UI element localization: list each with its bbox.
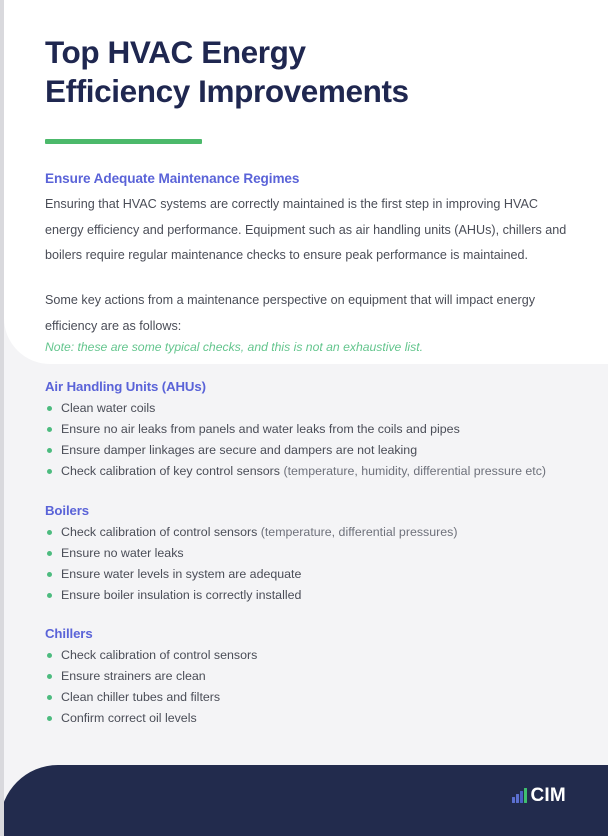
- bullet-dot-icon: [47, 572, 52, 577]
- list-item-text: Ensure no water leaks: [61, 546, 184, 560]
- page-title-line-2: Efficiency Improvements: [45, 73, 409, 109]
- checklist-group-boilers: [45, 503, 590, 606]
- bullet-dot-icon: [47, 448, 52, 453]
- list-item-detail: (temperature, humidity, differential pressure etc): [283, 464, 547, 478]
- list-item-text: Ensure damper linkages are secure and dampers are not leaking: [61, 443, 418, 457]
- bullet-dot-icon: [47, 406, 52, 411]
- bullet-dot-icon: [47, 695, 52, 700]
- list-item-text: Confirm correct oil levels: [61, 711, 197, 725]
- list-item: [45, 645, 590, 666]
- list-item: [45, 564, 590, 585]
- logo-wordmark: CIM: [530, 785, 566, 806]
- bullet-dot-icon: [47, 427, 52, 432]
- checklist: [45, 645, 590, 729]
- intro-paragraph-2: Some key actions from a maintenance perspective on equipment that will impact energy efficiency are as follows:: [45, 293, 536, 333]
- checklist-group-air-handling-units: [45, 379, 590, 482]
- bullet-dot-icon: [47, 716, 52, 721]
- list-item-text: Clean water coils: [61, 401, 156, 415]
- title-underline-rule: [45, 139, 202, 144]
- list-item: [45, 440, 590, 461]
- page-title: [45, 33, 575, 111]
- list-item: [45, 666, 590, 687]
- list-item: [45, 522, 590, 543]
- list-item-text: Ensure water levels in system are adequate: [61, 567, 302, 581]
- group-title: Air Handling Units (AHUs): [45, 379, 206, 394]
- list-item: [45, 543, 590, 564]
- group-title: Chillers: [45, 626, 93, 641]
- intro-paragraph-1: Ensuring that HVAC systems are correctly maintained is the first step in improving HVAC energy efficiency and performance. Equipment such as air handling units (AHUs), chillers and boilers require regular maintenance checks to ensure peak performance is maintained.: [45, 197, 567, 262]
- checklist: [45, 398, 590, 482]
- list-item-text: Ensure no air leaks from panels and water leaks from the coils and pipes: [61, 422, 460, 436]
- list-item: [45, 398, 590, 419]
- intro-note: Note: these are some typical checks, and this is not an exhaustive list.: [45, 340, 424, 354]
- list-item: [45, 419, 590, 440]
- bullet-dot-icon: [47, 593, 52, 598]
- intro-section-heading: Ensure Adequate Maintenance Regimes: [45, 171, 300, 186]
- list-item-text: Ensure boiler insulation is correctly installed: [61, 588, 302, 602]
- list-item-text: Check calibration of key control sensors: [61, 464, 284, 478]
- bullet-dot-icon: [47, 469, 52, 474]
- list-item: [45, 687, 590, 708]
- list-item: [45, 461, 590, 482]
- list-item-text: Clean chiller tubes and filters: [61, 690, 221, 704]
- page-left-edge-strip: [0, 0, 4, 836]
- list-item-text: Check calibration of control sensors: [61, 525, 261, 539]
- group-title: Boilers: [45, 503, 90, 518]
- list-item-detail: (temperature, differential pressures): [260, 525, 458, 539]
- checklist-group-chillers: [45, 626, 590, 729]
- list-item-text: Ensure strainers are clean: [61, 669, 206, 683]
- list-item-text: Check calibration of control sensors: [61, 648, 258, 662]
- bullet-dot-icon: [47, 674, 52, 679]
- checklist: [45, 522, 590, 606]
- cim-logo: [512, 785, 566, 806]
- bullet-dot-icon: [47, 530, 52, 535]
- bullet-dot-icon: [47, 653, 52, 658]
- page-title-line-1: Top HVAC Energy: [45, 34, 306, 70]
- list-item: [45, 708, 590, 729]
- bar-chart-icon: [512, 788, 527, 803]
- bullet-dot-icon: [47, 551, 52, 556]
- list-item: [45, 585, 590, 606]
